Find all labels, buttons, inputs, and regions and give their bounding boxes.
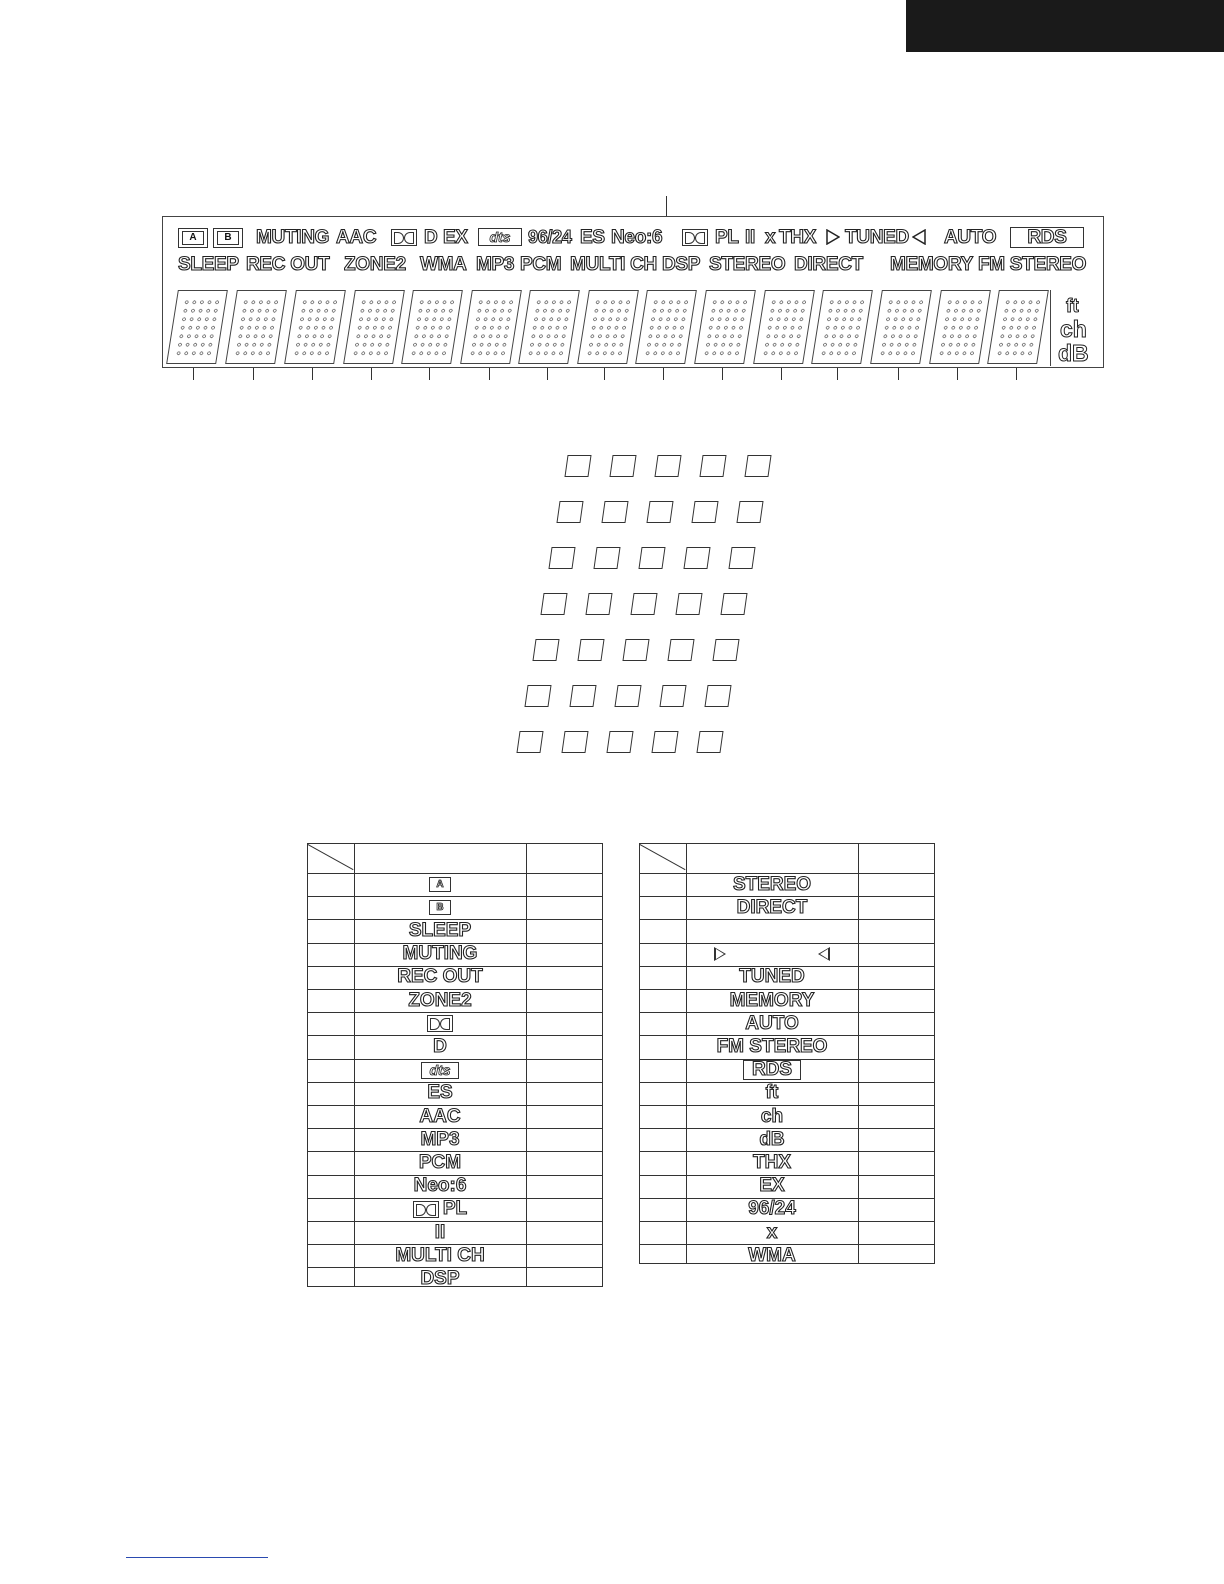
dot-cell (736, 501, 763, 523)
dolby-pl-icon (682, 229, 708, 246)
table-row (354, 943, 526, 966)
dolby-pl-icon (413, 1201, 439, 1218)
callout-tick (312, 368, 313, 380)
x-indicator: x (765, 227, 776, 248)
dot-cell (614, 685, 641, 707)
callout-tick (837, 368, 838, 380)
indicator-label: ft (765, 1082, 779, 1104)
dts-logo-icon: dts (421, 1062, 459, 1079)
table-row (354, 966, 526, 989)
callout-tick (547, 368, 548, 380)
callout-tick (489, 368, 490, 380)
table-row (686, 1082, 858, 1105)
dot-cell (651, 731, 678, 753)
mp3-indicator: MP3 (476, 254, 515, 275)
indicator-label: SLEEP (408, 919, 472, 941)
indicator-label: STEREO (732, 873, 812, 895)
tuned-right-arrow-icon (826, 229, 840, 245)
speaker-indicator-label: A (429, 877, 450, 892)
table-row (354, 1175, 526, 1198)
memory-indicator: MEMORY (890, 254, 973, 275)
callout-tick (781, 368, 782, 380)
table-row (686, 966, 858, 989)
dot-cell (720, 593, 747, 615)
wma-indicator: WMA (420, 254, 467, 275)
dot-cell (712, 639, 739, 661)
dot-cell (564, 455, 591, 477)
db-indicator: dB (1058, 340, 1089, 366)
table-column-divider (526, 844, 527, 1286)
callout-tick (429, 368, 430, 380)
dot-cell (577, 639, 604, 661)
dot-cell (744, 455, 771, 477)
table-row (354, 919, 526, 942)
table-row (686, 1035, 858, 1058)
indicator-label: 96/24 (748, 1198, 796, 1220)
table-row (354, 1128, 526, 1151)
section-tab (906, 0, 1224, 52)
speaker-b-indicator: B (213, 228, 243, 248)
table-row (354, 1035, 526, 1058)
table-row (686, 1012, 858, 1035)
indicator-label: REC OUT (397, 966, 483, 988)
table-row (354, 1059, 526, 1082)
dot-cell (585, 593, 612, 615)
dot-cell (524, 685, 551, 707)
indicator-label: ES (427, 1082, 453, 1104)
speaker-a-indicator: A (178, 228, 208, 248)
ch-indicator: ch (1060, 316, 1087, 342)
dot-cell (622, 639, 649, 661)
callout-tick (1016, 368, 1017, 380)
multi-ch-indicator: MULTI CH (570, 254, 657, 275)
dot-cell (638, 547, 665, 569)
zone2-indicator: ZONE2 (344, 254, 406, 275)
direct-indicator: DIRECT (794, 254, 863, 275)
indicator-label: AAC (419, 1105, 461, 1127)
dolby-digital-icon (391, 229, 417, 246)
dot-cell (691, 501, 718, 523)
table-row (686, 989, 858, 1012)
indicator-label: MEMORY (729, 989, 815, 1011)
indicator-label: MP3 (420, 1128, 460, 1150)
dot-cell (675, 593, 702, 615)
callout-tick (371, 368, 372, 380)
dot-cell (646, 501, 673, 523)
indicator-label: DSP (420, 1267, 460, 1289)
header-diagonal (308, 844, 354, 870)
dot-cell (654, 455, 681, 477)
ex-indicator: EX (443, 227, 468, 248)
header-diagonal (640, 844, 686, 870)
indicator-label: FM STEREO (716, 1035, 828, 1057)
dot-cell (601, 501, 628, 523)
dsp-indicator: DSP (662, 254, 701, 275)
indicator-table-right (639, 843, 935, 1264)
dot-cell (540, 593, 567, 615)
indicator-label: TUNED (739, 966, 805, 988)
table-row (354, 873, 526, 896)
thx-indicator: THX (779, 227, 817, 248)
dot-cell (659, 685, 686, 707)
callout-tick (957, 368, 958, 380)
sleep-indicator: SLEEP (178, 254, 239, 275)
es-indicator: ES (580, 227, 605, 248)
muting-indicator: MUTING (256, 227, 330, 248)
table-row (686, 919, 858, 942)
table-row (354, 1267, 526, 1290)
callout-tick (604, 368, 605, 380)
table-row (354, 1082, 526, 1105)
table-row (354, 1244, 526, 1267)
dolby-digital-icon (427, 1015, 453, 1032)
dts-logo-icon: dts (478, 228, 522, 246)
indicator-label: ch (760, 1105, 784, 1127)
indicator-label: ZONE2 (408, 989, 472, 1011)
indicator-label: MULTI CH (395, 1244, 485, 1266)
table-row (354, 1221, 526, 1244)
neo6-indicator: Neo:6 (611, 227, 663, 248)
dot-cell (630, 593, 657, 615)
dot-cell (609, 455, 636, 477)
rds-indicator: RDS (1010, 227, 1084, 248)
footer-link-line (126, 1557, 268, 1558)
tuned-indicator: TUNED (845, 227, 909, 248)
callout-tick (663, 368, 664, 380)
dot-cell (606, 731, 633, 753)
right-arrow-icon (714, 947, 726, 961)
rec-out-indicator: REC OUT (246, 254, 330, 275)
dot-cell (569, 685, 596, 707)
callout-line (666, 196, 667, 216)
table-row (686, 1244, 858, 1267)
indicator-label: dB (759, 1128, 785, 1150)
table-row (354, 1105, 526, 1128)
table-column-divider (858, 844, 859, 1263)
dot-cell (548, 547, 575, 569)
indicator-label: Neo:6 (413, 1175, 467, 1197)
table-row (354, 1198, 526, 1221)
dot-cell (556, 501, 583, 523)
9624-indicator: 96/24 (528, 227, 572, 247)
dot-cell (699, 455, 726, 477)
indicator-label: THX (753, 1151, 791, 1173)
dot-cell (593, 547, 620, 569)
indicator-label: DIRECT (736, 896, 808, 918)
stereo-indicator: STEREO (709, 254, 786, 275)
table-row (686, 1198, 858, 1221)
table-row (686, 1128, 858, 1151)
table-row (354, 1012, 526, 1035)
table-row (686, 1105, 858, 1128)
dot-cell (683, 547, 710, 569)
pl-ii-indicator: II (745, 227, 755, 248)
left-arrow-icon (818, 947, 830, 961)
indicator-label: D (433, 1035, 447, 1057)
pl-indicator: PL (715, 227, 739, 248)
rds-indicator-label: RDS (743, 1060, 801, 1080)
callout-tick (722, 368, 723, 380)
d-indicator: D (424, 227, 438, 248)
indicator-label: EX (759, 1175, 785, 1197)
indicator-table-left (307, 843, 603, 1287)
table-row (686, 873, 858, 896)
callout-tick (898, 368, 899, 380)
dot-cell (696, 731, 723, 753)
table-row (354, 989, 526, 1012)
table-row (686, 1059, 858, 1082)
callout-tick (253, 368, 254, 380)
callout-tick (193, 368, 194, 380)
pcm-indicator: PCM (520, 254, 562, 275)
dot-cell (704, 685, 731, 707)
speaker-indicator-label: B (429, 900, 450, 915)
dot-cell (667, 639, 694, 661)
tuned-left-arrow-icon (912, 229, 926, 245)
indicator-label: PL (442, 1198, 468, 1220)
indicator-label: AUTO (745, 1012, 799, 1034)
table-row (686, 1221, 858, 1244)
indicator-label: x (766, 1221, 778, 1243)
table-row (686, 1151, 858, 1174)
dot-cell (532, 639, 559, 661)
table-row (686, 1175, 858, 1198)
table-row (354, 896, 526, 919)
aac-indicator: AAC (336, 227, 377, 248)
indicator-label: II (434, 1221, 446, 1243)
table-row (354, 1151, 526, 1174)
fm-stereo-indicator: FM STEREO (978, 254, 1087, 275)
dot-cell (516, 731, 543, 753)
auto-indicator: AUTO (944, 227, 997, 248)
table-row (686, 896, 858, 919)
indicator-label: PCM (418, 1151, 462, 1173)
indicator-label: WMA (748, 1244, 796, 1266)
ft-indicator: ft (1066, 296, 1079, 317)
dot-cell (728, 547, 755, 569)
table-row (686, 943, 858, 966)
indicator-label: MUTING (402, 943, 478, 965)
dot-cell (561, 731, 588, 753)
